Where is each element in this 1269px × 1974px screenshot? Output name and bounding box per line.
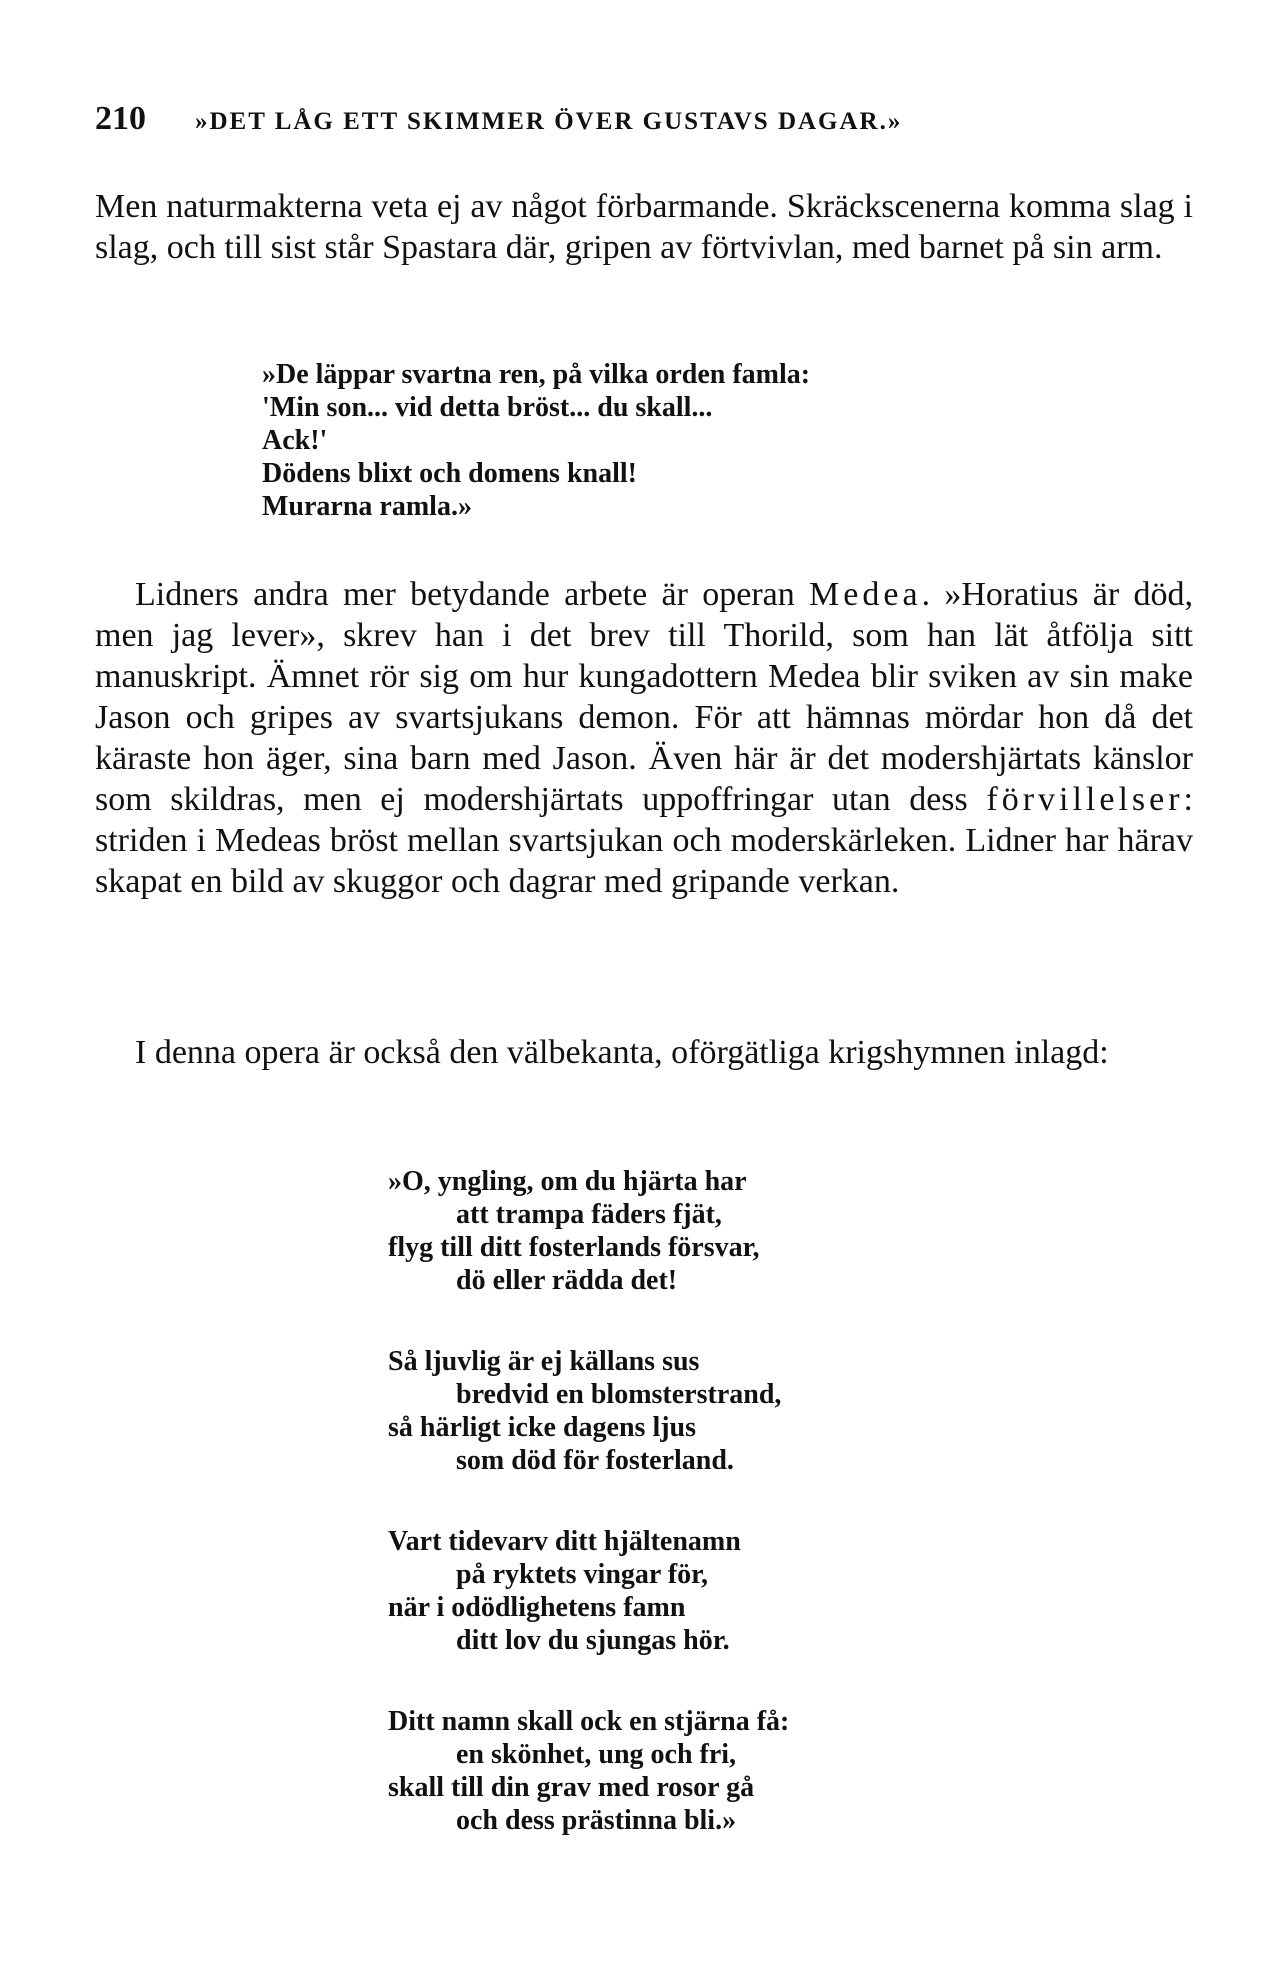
verse-line: på ryktets vingar för,	[456, 1559, 708, 1590]
poem-stanza-1	[388, 1165, 760, 1297]
verse-line: och dess prästinna bli.»	[456, 1805, 737, 1836]
quote-line: Dödens blixt och domens knall!	[262, 458, 637, 489]
block-quote	[262, 358, 810, 523]
poem-stanza-2	[388, 1345, 781, 1477]
running-head	[95, 100, 1185, 140]
quote-line: Ack!'	[262, 425, 328, 456]
text-run: : striden i Medeas bröst mellan svartsjukan och moderskärleken. Lidner har härav skapat en bild av skuggor och dagrar med gripande verkan.	[95, 781, 1193, 900]
paragraph-2	[95, 574, 1193, 902]
verse-line: ditt lov du sjungas hör.	[456, 1625, 730, 1656]
paragraph-3	[95, 1032, 1193, 1073]
poem-stanza-3	[388, 1525, 741, 1657]
opera-title: Medea	[809, 576, 922, 613]
verse-line: som död för fosterland.	[456, 1445, 734, 1476]
verse-line: flyg till ditt fosterlands försvar,	[388, 1232, 760, 1263]
page-number: 210	[95, 100, 146, 137]
running-title: »DET LÅG ETT SKIMMER ÖVER GUSTAVS DAGAR.»	[195, 108, 903, 135]
quote-line: »De läppar svartna ren, på vilka orden famla:	[262, 359, 811, 390]
verse-line: en skönhet, ung och fri,	[456, 1739, 737, 1770]
text-run: . »Horatius är död, men jag lever», skrev han i det brev till Thorild, som han lät åtfölja sitt manuskript. Ämnet rör sig om hur kungadottern Medea blir sviken av sin make Jason och gripes av svartsjukans demon. För att hämnas mördar hon då det käraste hon äger, sina barn med Jason. Även här är det modershjärtats känslor som skildras, men ej modershjärtats uppoffringar utan dess	[95, 576, 1193, 818]
verse-line: »O, yngling, om du hjärta har	[388, 1166, 747, 1197]
paragraph-text: I denna opera är också den välbekanta, oförgätliga krigshymnen inlagd:	[135, 1034, 1109, 1071]
verse-line: när i odödlighetens famn	[388, 1592, 686, 1623]
verse-line: att trampa fäders fjät,	[456, 1199, 722, 1230]
verse-line: Vart tidevarv ditt hjältenamn	[388, 1526, 741, 1557]
text-run: Lidners andra mer betydande arbete är operan	[135, 576, 810, 613]
paragraph-text: Men naturmakterna veta ej av något förbarmande. Skräckscenerna komma slag i slag, och till sist står Spastara där, gripen av förtvivlan, med barnet på sin arm.	[95, 188, 1193, 266]
paragraph-text	[95, 574, 1193, 902]
paragraph-1	[95, 186, 1193, 268]
verse-line: dö eller rädda det!	[456, 1265, 678, 1296]
emphasized-word: förvillelser	[986, 781, 1184, 818]
verse-line: bredvid en blomsterstrand,	[456, 1379, 782, 1410]
poem-stanza-4	[388, 1705, 789, 1837]
verse-line: Ditt namn skall ock en stjärna få:	[388, 1706, 790, 1737]
verse-line: Så ljuvlig är ej källans sus	[388, 1346, 700, 1377]
quote-line: 'Min son... vid detta bröst... du skall...	[262, 392, 713, 423]
quote-line: Murarna ramla.»	[262, 491, 472, 522]
verse-line: skall till din grav med rosor gå	[388, 1772, 755, 1803]
verse-line: så härligt icke dagens ljus	[388, 1412, 697, 1443]
